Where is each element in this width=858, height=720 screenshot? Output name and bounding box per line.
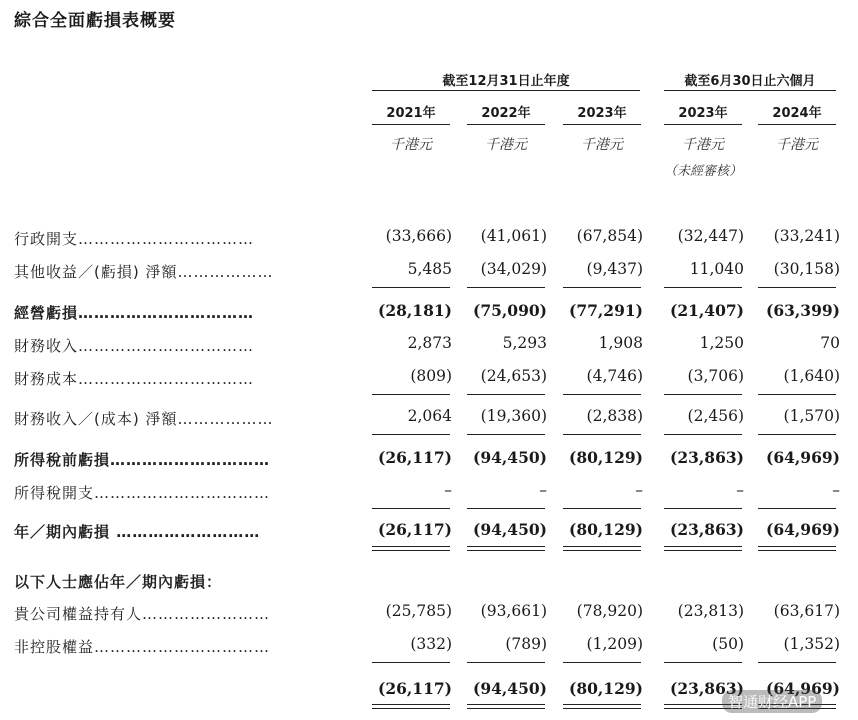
table-cell: (23,863) bbox=[670, 448, 744, 467]
subtotal-rule bbox=[664, 287, 742, 288]
subtotal-rule bbox=[563, 287, 641, 288]
year-header-rule bbox=[563, 124, 641, 125]
subtotal-rule bbox=[758, 287, 836, 288]
subtotal-rule bbox=[758, 394, 836, 395]
subtotal-rule bbox=[372, 508, 450, 509]
table-cell: (94,450) bbox=[473, 448, 547, 467]
table-cell: 5,293 bbox=[502, 334, 547, 352]
table-cell: (23,813) bbox=[677, 602, 744, 620]
total-double-rule bbox=[758, 546, 836, 551]
year-header-2: 2022年 bbox=[481, 106, 531, 121]
subtotal-rule bbox=[467, 287, 545, 288]
table-cell: (64,969) bbox=[766, 679, 840, 698]
table-cell: (3,706) bbox=[687, 367, 744, 385]
table-cell: (33,666) bbox=[385, 227, 452, 245]
year-header-rule bbox=[467, 124, 545, 125]
total-double-rule bbox=[563, 546, 641, 551]
subtotal-rule bbox=[758, 508, 836, 509]
year-header-5: 2024年 bbox=[772, 106, 822, 121]
row-label: 所得稅開支…………………………… bbox=[14, 484, 271, 502]
table-cell: (9,437) bbox=[586, 260, 643, 278]
subtotal-rule bbox=[372, 434, 450, 435]
unit-label: 千港元 bbox=[682, 137, 724, 153]
unit-label: 千港元 bbox=[390, 137, 432, 153]
row-label: 財務成本…………………………… bbox=[14, 370, 255, 388]
table-cell: (93,661) bbox=[480, 602, 547, 620]
table-cell: – bbox=[832, 481, 840, 499]
total-double-rule bbox=[372, 704, 450, 709]
table-cell: (80,129) bbox=[569, 520, 643, 539]
total-double-rule bbox=[664, 546, 742, 551]
watermark: 智通财经APP bbox=[722, 690, 822, 713]
table-cell: (63,399) bbox=[766, 301, 840, 320]
unit-label: 千港元 bbox=[776, 137, 818, 153]
table-cell: (80,129) bbox=[569, 679, 643, 698]
table-cell: (63,617) bbox=[773, 602, 840, 620]
table-cell: (4,746) bbox=[586, 367, 643, 385]
total-double-rule bbox=[563, 704, 641, 709]
subtotal-rule bbox=[372, 287, 450, 288]
total-double-rule bbox=[467, 704, 545, 709]
table-cell: (809) bbox=[410, 367, 452, 385]
table-cell: (75,090) bbox=[473, 301, 547, 320]
table-cell: (77,291) bbox=[569, 301, 643, 320]
table-cell: 11,040 bbox=[689, 260, 744, 278]
table-cell: 1,908 bbox=[598, 334, 643, 352]
table-cell: – bbox=[736, 481, 744, 499]
subtotal-rule bbox=[664, 508, 742, 509]
table-cell: (64,969) bbox=[766, 448, 840, 467]
row-label: 財務收入…………………………… bbox=[14, 337, 255, 355]
table-cell: (19,360) bbox=[480, 407, 547, 425]
subtotal-rule bbox=[467, 662, 545, 663]
table-cell: (789) bbox=[505, 635, 547, 653]
subtotal-rule bbox=[758, 434, 836, 435]
subtotal-rule bbox=[563, 662, 641, 663]
subtotal-rule bbox=[563, 394, 641, 395]
subtotal-rule bbox=[467, 508, 545, 509]
table-cell: (332) bbox=[410, 635, 452, 653]
table-cell: 5,485 bbox=[407, 260, 452, 278]
subtotal-rule bbox=[664, 434, 742, 435]
group-header-interim-rule bbox=[664, 90, 836, 91]
table-cell: (24,653) bbox=[480, 367, 547, 385]
table-cell: (50) bbox=[712, 635, 744, 653]
table-cell: (2,456) bbox=[687, 407, 744, 425]
subtotal-rule bbox=[563, 508, 641, 509]
row-label: 貴公司權益持有人…………………… bbox=[14, 605, 271, 623]
row-label: 經營虧損…………………………… bbox=[14, 304, 255, 322]
subtotal-rule bbox=[467, 394, 545, 395]
table-cell: (21,407) bbox=[670, 301, 744, 320]
table-cell: (26,117) bbox=[378, 520, 452, 539]
group-header-annual-rule bbox=[372, 90, 640, 91]
table-cell: 2,064 bbox=[407, 407, 452, 425]
table-cell: (28,181) bbox=[378, 301, 452, 320]
subtotal-rule bbox=[758, 662, 836, 663]
page-title: 綜合全面虧損表概要 bbox=[14, 11, 176, 31]
unit-label: 千港元 bbox=[581, 137, 623, 153]
subtotal-rule bbox=[563, 434, 641, 435]
table-cell: (94,450) bbox=[473, 679, 547, 698]
table-cell: (23,863) bbox=[670, 520, 744, 539]
table-cell: (1,352) bbox=[783, 635, 840, 653]
total-double-rule bbox=[372, 546, 450, 551]
row-label: 財務收入／(成本) 淨額……………… bbox=[14, 410, 274, 428]
row-label: 年／期內虧損 ……………………… bbox=[14, 523, 261, 541]
row-label: 所得稅前虧損………………………… bbox=[14, 451, 271, 469]
table-cell: (32,447) bbox=[677, 227, 744, 245]
table-cell: (33,241) bbox=[773, 227, 840, 245]
table-cell: (41,061) bbox=[480, 227, 547, 245]
row-label: 非控股權益…………………………… bbox=[14, 638, 271, 656]
year-header-3: 2023年 bbox=[577, 106, 627, 121]
unaudited-note: （未經審核） bbox=[663, 164, 742, 179]
table-cell: (1,209) bbox=[586, 635, 643, 653]
table-cell: (64,969) bbox=[766, 520, 840, 539]
table-cell: (26,117) bbox=[378, 448, 452, 467]
table-cell: (25,785) bbox=[385, 602, 452, 620]
subtotal-rule bbox=[467, 434, 545, 435]
table-cell: (78,920) bbox=[576, 602, 643, 620]
subtotal-rule bbox=[372, 662, 450, 663]
subtotal-rule bbox=[372, 394, 450, 395]
table-cell: (30,158) bbox=[773, 260, 840, 278]
table-cell: (1,640) bbox=[783, 367, 840, 385]
total-double-rule bbox=[467, 546, 545, 551]
table-cell: (2,838) bbox=[586, 407, 643, 425]
table-cell: (26,117) bbox=[378, 679, 452, 698]
unit-label: 千港元 bbox=[485, 137, 527, 153]
table-cell: (1,570) bbox=[783, 407, 840, 425]
table-cell: – bbox=[444, 481, 452, 499]
year-header-1: 2021年 bbox=[386, 106, 436, 121]
row-label: 以下人士應佔年／期內虧損： bbox=[14, 573, 223, 591]
table-cell: 2,873 bbox=[407, 334, 452, 352]
row-label: 其他收益／(虧損) 淨額……………… bbox=[14, 263, 274, 281]
year-header-rule bbox=[664, 124, 742, 125]
subtotal-rule bbox=[664, 394, 742, 395]
year-header-4: 2023年 bbox=[678, 106, 728, 121]
table-cell: (23,863) bbox=[670, 679, 744, 698]
subtotal-rule bbox=[664, 662, 742, 663]
group-header-interim: 截至6月30日止六個月 bbox=[684, 74, 816, 89]
year-header-rule bbox=[758, 124, 836, 125]
group-header-annual: 截至12月31日止年度 bbox=[442, 74, 570, 89]
table-cell: – bbox=[539, 481, 547, 499]
row-label: 行政開支…………………………… bbox=[14, 230, 255, 248]
table-cell: (34,029) bbox=[480, 260, 547, 278]
table-cell: (94,450) bbox=[473, 520, 547, 539]
table-cell: 1,250 bbox=[699, 334, 744, 352]
table-cell: (80,129) bbox=[569, 448, 643, 467]
year-header-rule bbox=[372, 124, 450, 125]
table-cell: 70 bbox=[820, 334, 840, 352]
table-cell: – bbox=[635, 481, 643, 499]
table-cell: (67,854) bbox=[576, 227, 643, 245]
